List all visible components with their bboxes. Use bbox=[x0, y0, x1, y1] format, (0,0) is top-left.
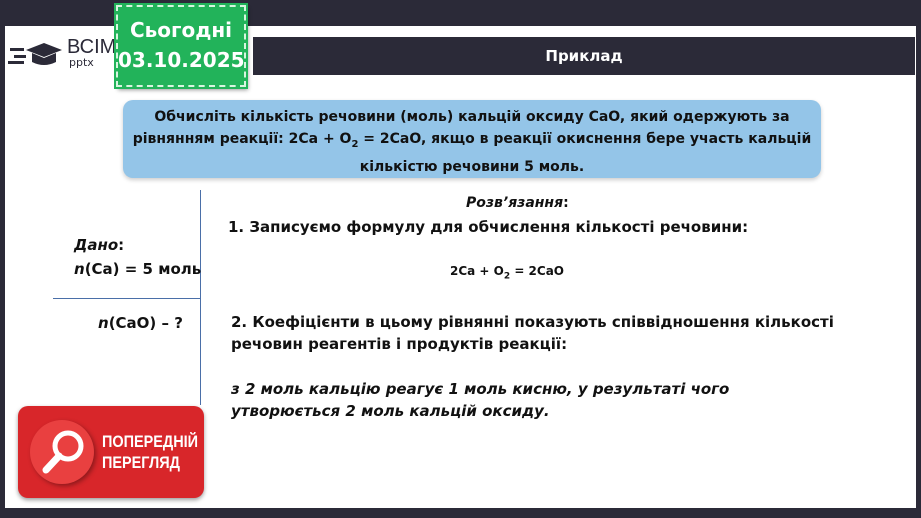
task-box bbox=[123, 100, 821, 178]
task-line: Обчисліть кількість речовини (моль) кальцій оксиду CaO, який одержують за bbox=[154, 109, 790, 125]
given-label: Дано: bbox=[74, 236, 125, 254]
step-2-cont: речовин реагентів і продуктів реакції: bbox=[231, 335, 568, 353]
logo bbox=[8, 38, 116, 69]
preview-label: ПЕРЕГЛЯД bbox=[102, 453, 180, 472]
slide-title: Приклад bbox=[545, 47, 623, 65]
step-1: 1. Записуємо формулу для обчислення кількості речовини: bbox=[228, 218, 749, 236]
divider-horizontal bbox=[53, 298, 200, 299]
date-badge bbox=[116, 5, 246, 87]
date-value: 03.10.2025 bbox=[118, 48, 245, 72]
solution-title: Розв’язання: bbox=[466, 195, 569, 211]
conclusion: з 2 моль кальцію реагує 1 моль кисню, у результаті чого bbox=[231, 380, 730, 398]
task-line: рівнянням реакції: $2Ca + O_2 = 2CaO$, якщо в реакції окиснення бере участь кальцій bbox=[132, 131, 812, 150]
logo-text: ВСІМ bbox=[67, 36, 117, 58]
logo-subtext: pptx bbox=[69, 56, 94, 69]
find-value: n(CaO) – ? bbox=[98, 314, 183, 332]
equation: $2Ca + O_2 = 2CaO$ bbox=[450, 264, 565, 282]
step-2: 2. Коефіцієнти в цьому рівнянні показують співвідношення кількості bbox=[231, 313, 834, 331]
task-line: кількістю речовини 5 моль. bbox=[359, 158, 585, 175]
slide-title-bar bbox=[253, 37, 915, 75]
preview-button[interactable] bbox=[18, 406, 204, 498]
magnifier-icon bbox=[30, 420, 94, 484]
divider-vertical bbox=[200, 190, 201, 405]
date-label: Сьогодні bbox=[129, 18, 233, 42]
conclusion-cont: утворюється 2 моль кальцій оксиду. bbox=[231, 402, 550, 420]
graduation-cap-icon bbox=[8, 40, 63, 68]
preview-label: ПОПЕРЕДНІЙ bbox=[102, 432, 199, 451]
given-value: n(Ca) = 5 моль bbox=[74, 260, 202, 278]
